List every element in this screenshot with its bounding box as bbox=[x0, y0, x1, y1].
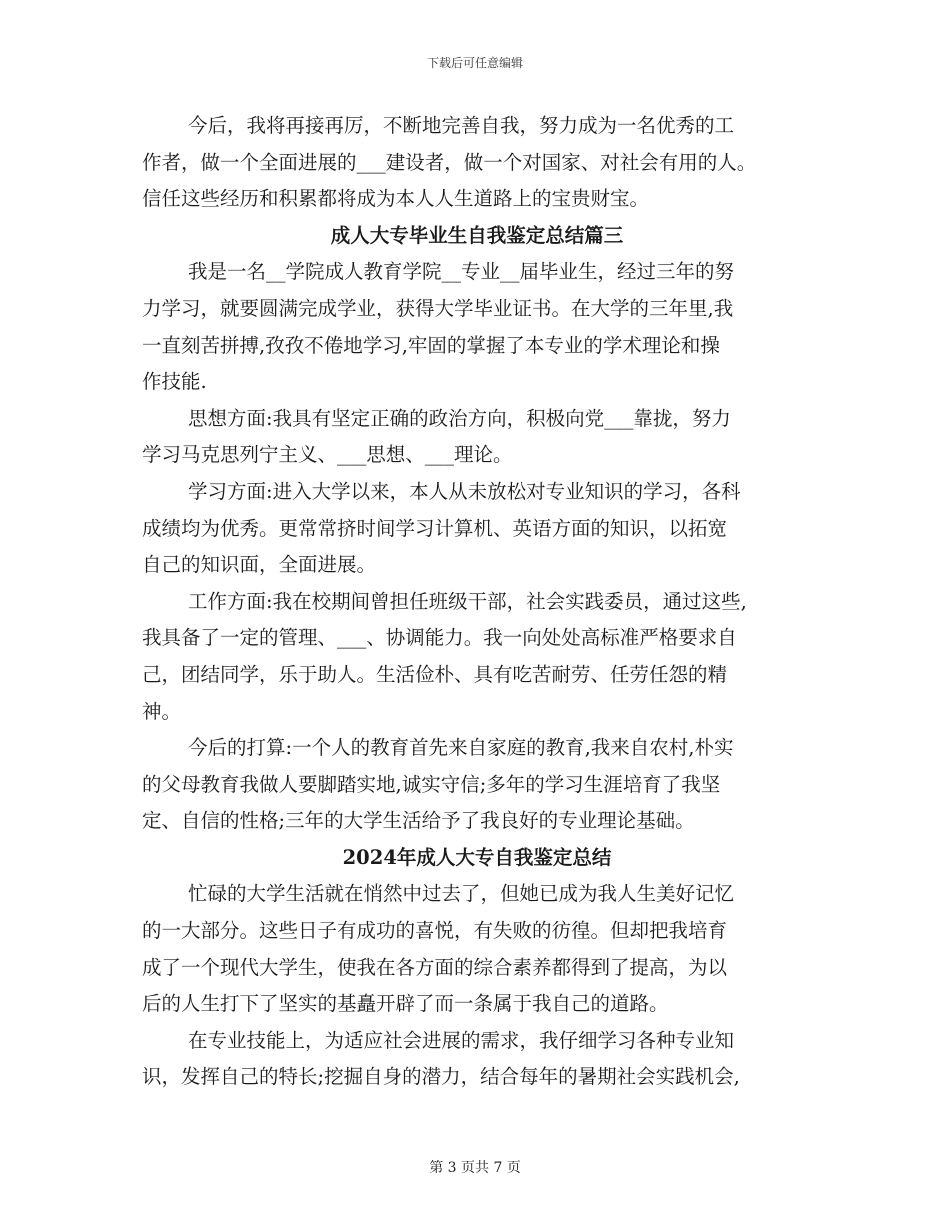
paragraph-line: 成绩均为优秀。更常常挤时间学习计算机、英语方面的知识，以拓宽 bbox=[142, 516, 728, 540]
paragraph-line: 忙碌的大学生活就在悄然中过去了，但她已成为我人生美好记忆 bbox=[188, 882, 735, 906]
paragraph-line: 今后，我将再接再厉，不断地完善自我，努力成为一名优秀的工 bbox=[188, 114, 735, 137]
paragraph-line: 的父母教育我做人要脚踏实地,诚实守信;多年的学习生涯培育了我坚 bbox=[142, 772, 721, 796]
paragraph-line: 定、自信的性格;三年的大学生活给予了我良好的专业理论基础。 bbox=[142, 809, 695, 833]
paragraph-line: 今后的打算:一个人的教育首先来自家庭的教育,我来自农村,朴实 bbox=[188, 736, 734, 760]
paragraph-line: 一直刻苦拼搏,孜孜不倦地学习,牢固的掌握了本专业的学术理论和操 bbox=[142, 333, 720, 357]
paragraph-line: 力学习，就要圆满完成学业，获得大学毕业证书。在大学的三年里,我 bbox=[142, 296, 734, 320]
paragraph-line: 后的人生打下了坚实的基矗开辟了而一条属于我自己的道路。 bbox=[142, 992, 669, 1016]
paragraph-line: 作技能. bbox=[142, 370, 207, 394]
paragraph-line: 自己的知识面，全面进展。 bbox=[142, 553, 377, 577]
paragraph-line: 成了一个现代大学生，使我在各方面的综合素养都得到了提高，为以 bbox=[142, 955, 728, 979]
paragraph-line: 我是一名__学院成人教育学院__专业__届毕业生，经过三年的努 bbox=[188, 260, 735, 284]
paragraph-line: 神。 bbox=[142, 699, 182, 723]
paragraph-line: 的一大部分。这些日子有成功的喜悦，有失败的彷徨。但却把我培育 bbox=[142, 919, 728, 943]
paragraph-line: 我具备了一定的管理、___、协调能力。我一向处处高标准严格要求自 bbox=[142, 626, 737, 650]
page-header: 下载后可任意编辑 bbox=[426, 56, 523, 70]
paragraph-line: 思想方面:我具有坚定正确的政治方向，积极向党___靠拢，努力 bbox=[188, 406, 731, 430]
paragraph-line: 在专业技能上，为适应社会进展的需求，我仔细学习各种专业知 bbox=[188, 1028, 735, 1052]
paragraph-line: 识，发挥自己的特长;挖掘自身的潜力，结合每年的暑期社会实践机会, bbox=[142, 1065, 740, 1089]
paragraph-line: 学习方面:进入大学以来，本人从未放松对专业知识的学习，各科 bbox=[188, 479, 741, 503]
paragraph-line: 工作方面:我在校期间曾担任班级干部，社会实践委员，通过这些, bbox=[188, 589, 747, 613]
section-title: 成人大专毕业生自我鉴定总结篇三 bbox=[330, 223, 624, 247]
paragraph-line: 己，团结同学，乐于助人。生活俭朴、具有吃苦耐劳、任劳任怨的精 bbox=[142, 662, 728, 686]
paragraph-line: 作者，做一个全面进展的___建设者，做一个对国家、对社会有用的人。 bbox=[142, 150, 757, 174]
page-footer: 第 3 页共 7 页 bbox=[429, 1160, 521, 1176]
section-title: 2024年成人大专自我鉴定总结 bbox=[342, 845, 612, 869]
paragraph-line: 学习马克思列宁主义、___思想、___理论。 bbox=[142, 443, 513, 467]
document-body bbox=[142, 108, 812, 1096]
paragraph-line: 信任这些经历和积累都将成为本人人生道路上的宝贵财宝。 bbox=[142, 187, 650, 211]
